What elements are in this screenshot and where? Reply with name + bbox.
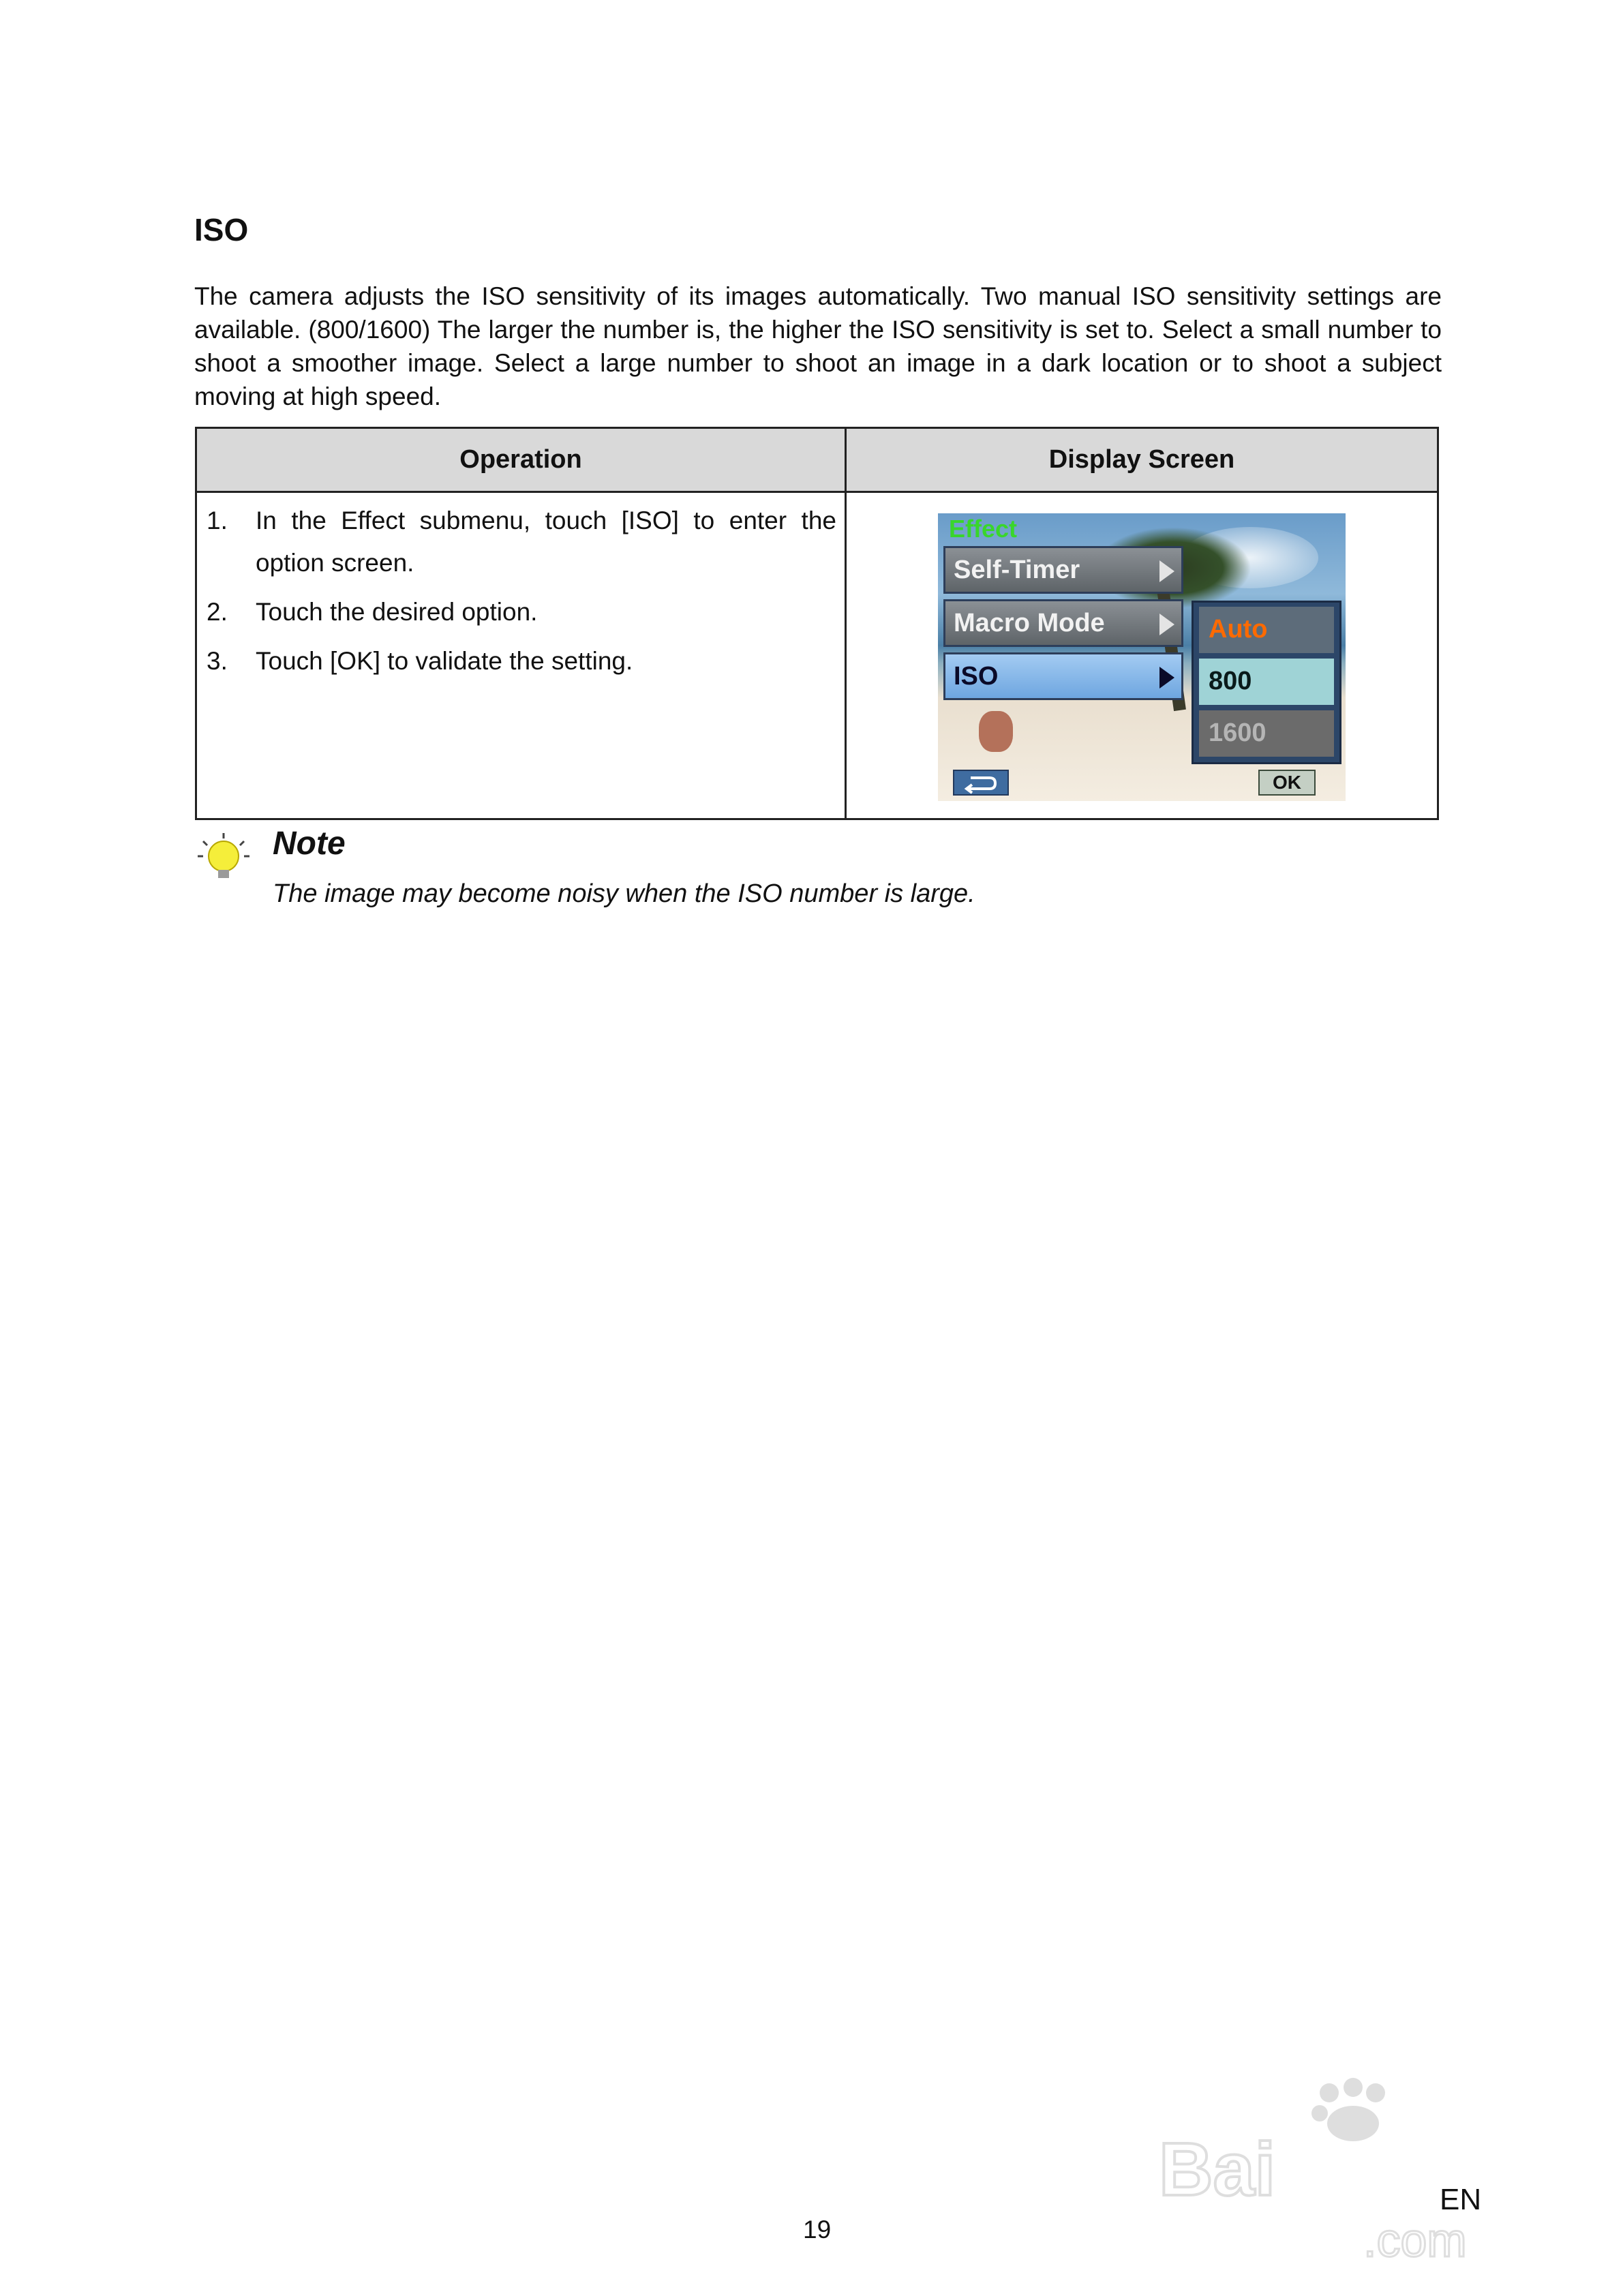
note-text: The image may become noisy when the ISO number is large. (273, 879, 975, 908)
section-title: ISO (194, 212, 249, 247)
step-text: Touch [OK] to validate the setting. (256, 647, 633, 675)
option-1600[interactable]: 1600 (1199, 710, 1334, 757)
header-display-screen: Display Screen (846, 428, 1438, 492)
step-text: In the Effect submenu, touch [ISO] to enter the option screen. (256, 507, 836, 577)
menu-item-label: ISO (954, 662, 999, 691)
page-number: 19 (803, 2216, 832, 2244)
option-auto[interactable]: Auto (1199, 607, 1334, 653)
menu-item-label: Self-Timer (954, 556, 1080, 584)
ok-button[interactable]: OK (1258, 770, 1316, 796)
svg-text:.com: .com (1363, 2214, 1467, 2263)
step-number: 3. (207, 647, 228, 675)
step-number: 2. (207, 598, 228, 626)
menu-item-label: Macro Mode (954, 609, 1105, 637)
step-item (207, 640, 836, 682)
menu-item-self-timer[interactable] (943, 546, 1183, 594)
language-label: EN (1440, 2183, 1482, 2216)
iso-options-panel (1192, 601, 1341, 764)
display-screen-cell (846, 492, 1438, 819)
step-text: Touch the desired option. (256, 598, 538, 626)
baidu-watermark-logo (1159, 2072, 1541, 2263)
option-800[interactable]: 800 (1199, 659, 1334, 705)
step-number: 1. (207, 507, 228, 534)
back-button[interactable] (953, 770, 1009, 796)
menu-item-macro-mode[interactable] (943, 599, 1183, 647)
person-decoration (979, 711, 1013, 752)
header-operation: Operation (196, 428, 846, 492)
step-list (197, 493, 845, 682)
arrow-right-icon (1159, 560, 1174, 582)
arrow-right-icon (1159, 614, 1174, 635)
note-title: Note (273, 826, 346, 862)
effect-menu-title: Effect (949, 515, 1018, 543)
lightbulb-icon (195, 830, 252, 888)
svg-text:Bai: Bai (1159, 2128, 1276, 2211)
arrow-right-icon (1159, 667, 1174, 689)
step-item (207, 500, 836, 584)
back-arrow-icon (954, 771, 1007, 794)
operation-table (195, 427, 1439, 820)
operation-cell (196, 492, 846, 819)
intro-paragraph: The camera adjusts the ISO sensitivity of its images automatically. Two manual ISO sensitivity settings are available. (800/1600) The larger the number is, the higher the ISO sensitivity is set to. Select a small number to shoot a smoother image. Select a large number to shoot an image in a dark location or to shoot a subject moving at high speed. (194, 282, 1442, 410)
menu-item-iso[interactable] (943, 652, 1183, 700)
camera-lcd-screenshot (938, 513, 1346, 801)
step-item (207, 591, 836, 633)
